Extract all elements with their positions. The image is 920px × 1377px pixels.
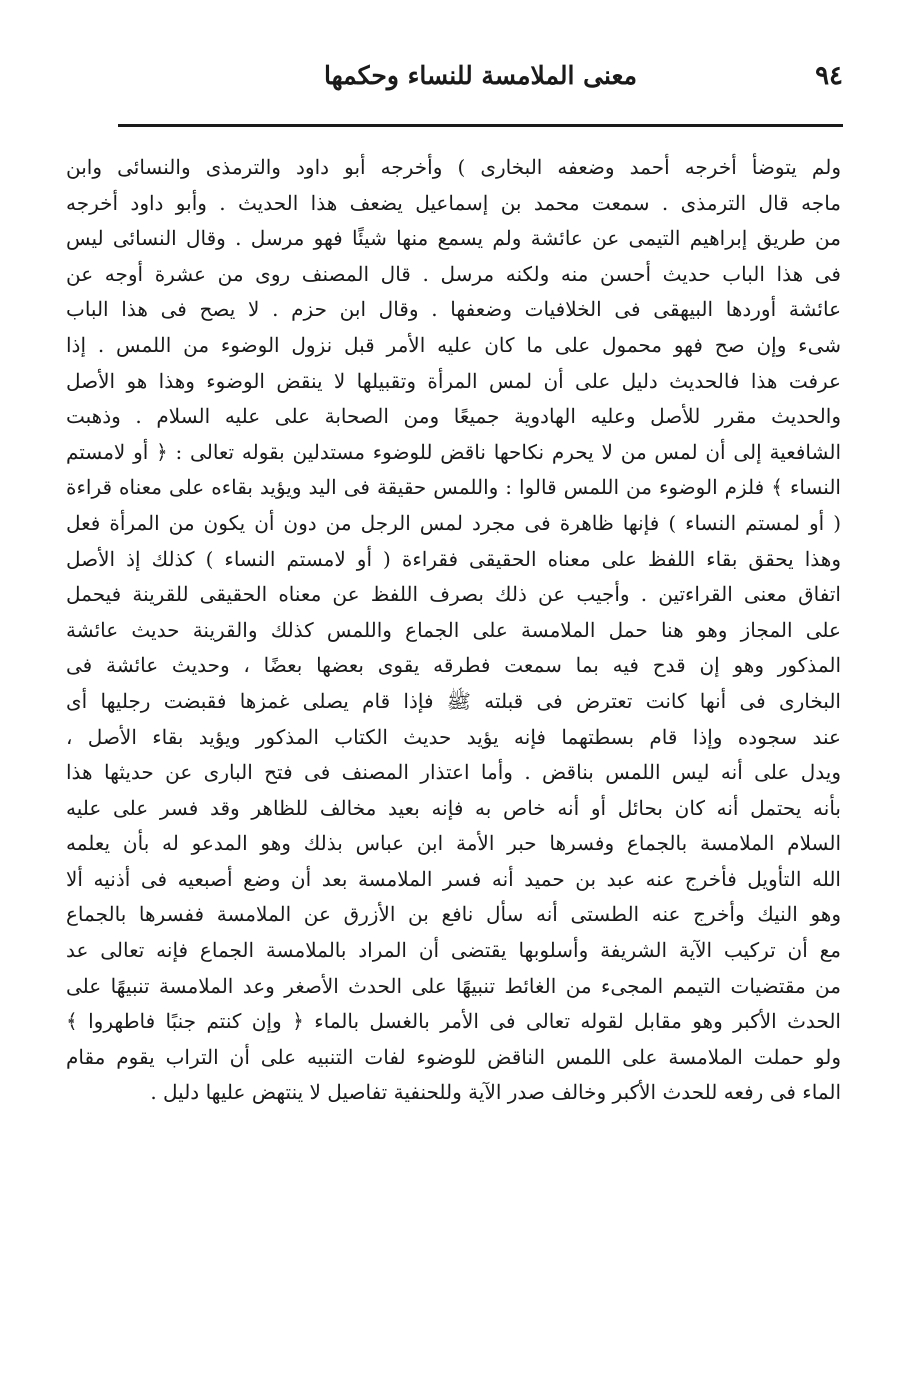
text-line: ويدل على أنه ليس اللمس بناقض . وأما اعتذار المصنف فى فتح البارى عن حديثها هذا bbox=[66, 760, 841, 785]
text-line: ماجه قال الترمذى . سمعت محمد بن إسماعيل يضعف هذا الحديث . وأبو داود أخرجه bbox=[66, 190, 841, 215]
text-line: النساء ﴾ فلزم الوضوء من اللمس قالوا : واللمس حقيقة فى اليد ويؤيد بقاءه على معناه قراءة bbox=[66, 475, 841, 500]
text-line: الماء فى رفعه للحدث الأكبر وخالف صدر الآية وللحنفية تفاصيل لا ينتهض عليها دليل . bbox=[150, 1080, 841, 1105]
page-header bbox=[118, 52, 843, 102]
body-text bbox=[66, 150, 841, 1300]
text-line: فى هذا الباب حديث أحسن منه ولكنه مرسل . قال المصنف روى من عشرة أوجه عن bbox=[66, 261, 841, 286]
text-line: بأنه يحتمل أنه كان بحائل أو أنه خاص به فإنه بعيد مخالف للظاهر وقد فسر على عليه bbox=[66, 795, 841, 820]
text-line: الله التأويل فأخرج عنه عبد بن حميد أنه فسر الملامسة بعد أن وضع أصبعيه فى أذنيه ألا bbox=[66, 866, 841, 891]
text-line: على المجاز وهو هنا حمل الملامسة على الجماع واللمس كذلك والقرينة حديث عائشة bbox=[66, 617, 841, 642]
header-rule bbox=[118, 124, 843, 127]
text-line: وهو النيك وأخرج عنه الطستى أنه سأل نافع بن الأزرق عن الملامسة ففسرها بالجماع bbox=[66, 902, 841, 927]
text-line: المذكور وهو إن قدح فيه بما سمعت فطرقه يقوى بعضها بعضًا ، وحديث عائشة فى bbox=[66, 653, 841, 678]
text-line: الحدث الأكبر وهو مقابل لقوله تعالى فى الأمر بالغسل بالماء ﴿ وإن كنتم جنبًا فاطهروا ﴾ bbox=[66, 1009, 841, 1034]
text-line: مع أن تركيب الآية الشريفة وأسلوبها يقتضى أن المراد بالملامسة الجماع فإنه تعالى عد bbox=[66, 938, 841, 963]
text-line: ولو حملت الملامسة على اللمس الناقض للوضوء لفات التنبيه على أن التراب يقوم مقام bbox=[66, 1044, 841, 1069]
text-line: شىء وإن صح فهو محمول على ما كان عليه الأمر قبل نزول الوضوء من اللمس . إذا bbox=[66, 332, 841, 357]
text-line: عرفت هذا فالحديث دليل على أن لمس المرأة وتقبيلها لا ينقض الوضوء وهذا هو الأصل bbox=[66, 368, 841, 393]
text-line: الشافعية إلى أن لمس من لا يحرم نكاحها ناقض للوضوء مستدلين بقوله تعالى : ﴿ أو لامستم bbox=[66, 439, 841, 464]
text-line: وهذا يحقق بقاء اللفظ على معناه الحقيقى فقراءة ( أو لامستم النساء ) كذلك إذ الأصل bbox=[66, 546, 841, 571]
text-line: اتفاق معنى القراءتين . وأجيب عن ذلك بصرف اللفظ عن معناه الحقيقى للقرينة فيحمل bbox=[66, 582, 841, 607]
text-line: من طريق إبراهيم التيمى عن عائشة ولم يسمع منها شيئًا فهو مرسل . وقال النسائى ليس bbox=[66, 226, 841, 251]
text-line: البخارى فى أنها كانت تعترض فى قبلته ﷺ فإذا قام يصلى غمزها فقبضت رجليها أى bbox=[66, 688, 841, 713]
text-line: ( أو لمستم النساء ) فإنها ظاهرة فى مجرد لمس الرجل من دون أن يكون من المرأة فعل bbox=[66, 510, 841, 535]
text-line: ولم يتوضأ أخرجه أحمد وضعفه البخارى ) وأخرجه أبو داود والترمذى والنسائى وابن bbox=[66, 155, 841, 179]
text-line: عند سجوده وإذا قام بسطتهما فإنه يؤيد حديث الكتاب المذكور ويؤيد بقاء الأصل ، bbox=[66, 724, 841, 749]
text-line: السلام الملامسة بالجماع وفسرها حبر الأمة ابن عباس بذلك وهو المدعو له بأن يعلمه bbox=[66, 831, 841, 856]
text-line: عائشة أوردها البيهقى فى الخلافيات وضعفها . وقال ابن حزم . لا يصح فى هذا الباب bbox=[66, 297, 841, 322]
running-title: معنى الملامسة للنساء وحكمها bbox=[323, 61, 637, 90]
text-line: من مقتضيات التيمم المجىء من الغائط تنبيهًا على الحدث الأصغر وعد الملامسة تنبيهًا على bbox=[66, 973, 841, 998]
text-line: والحديث مقرر للأصل وعليه الهادوية جميعًا ومن الصحابة على عليه السلام . وذهبت bbox=[66, 404, 841, 429]
page-number: ٩٤ bbox=[815, 61, 843, 91]
